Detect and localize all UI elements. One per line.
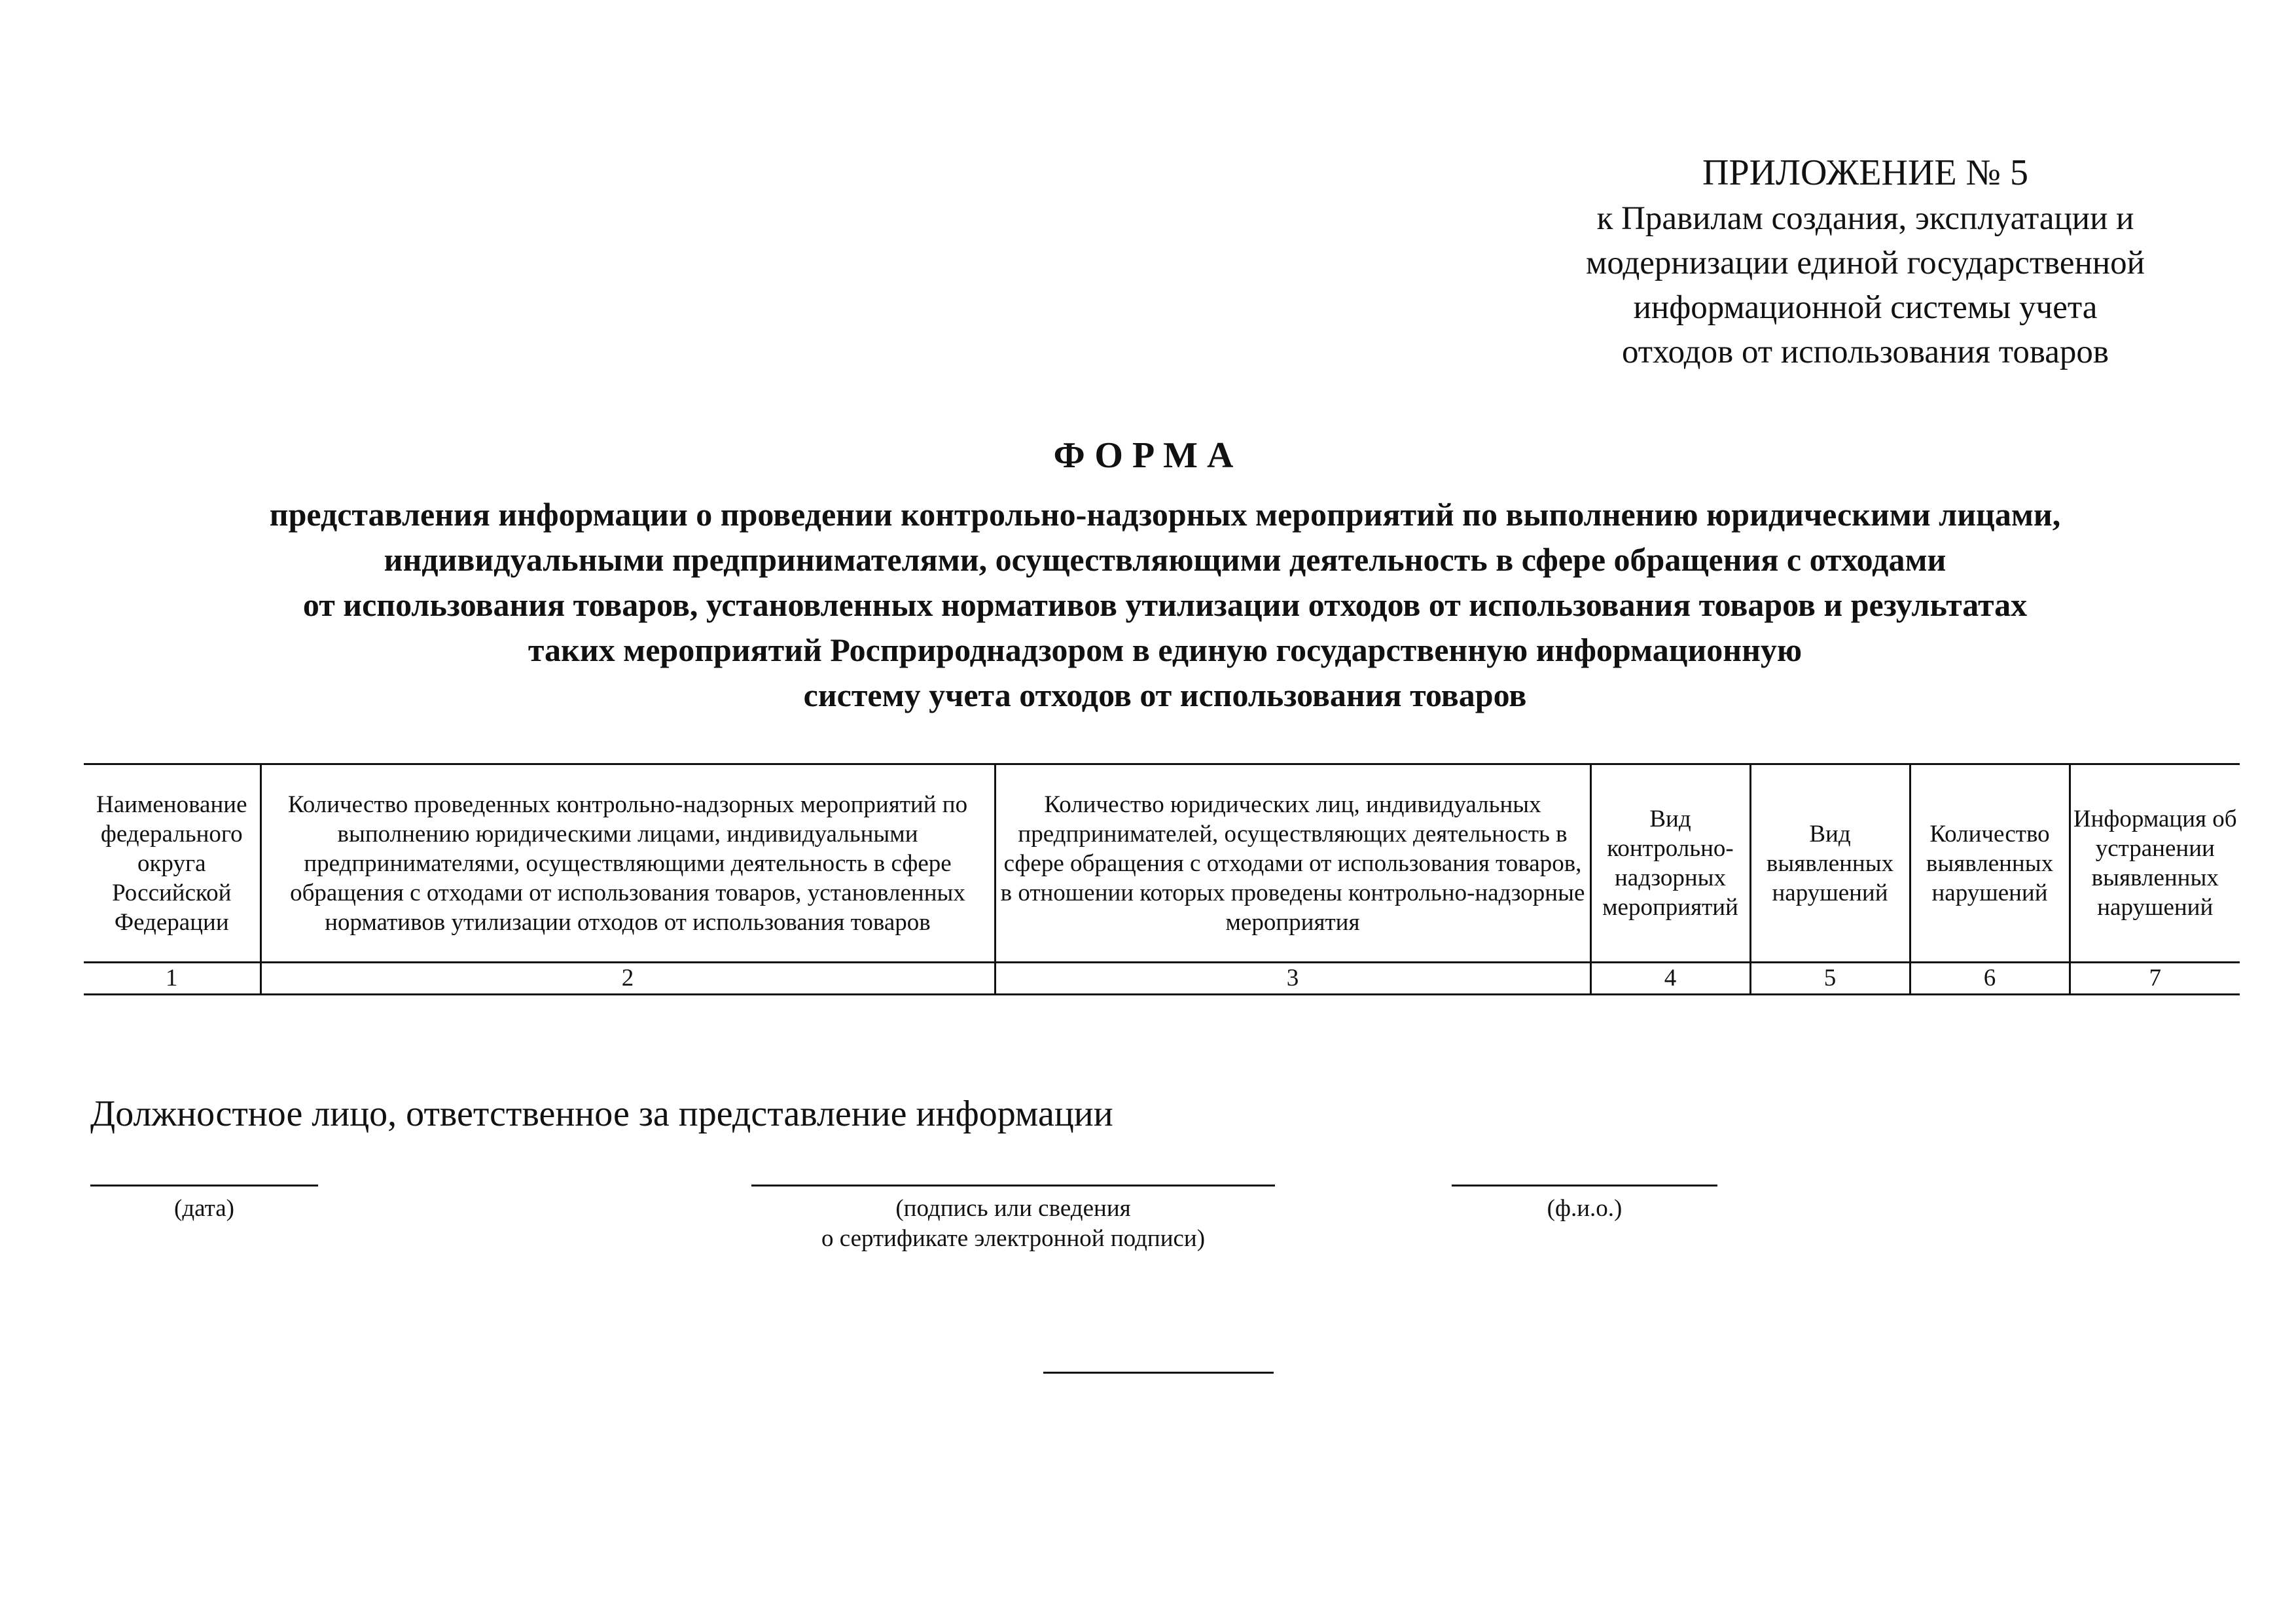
end-divider — [1043, 1372, 1274, 1374]
form-title-line: индивидуальными предпринимателями, осуществляющими деятельность в сфере обращения с отходами — [384, 541, 1946, 578]
appendix-block — [1466, 149, 2265, 374]
appendix-line: к Правилам создания, эксплуатации и — [1596, 200, 2134, 237]
header-federal-district: Наименование федерального округа Российской Федерации — [84, 764, 260, 963]
form-title-line: от использования товаров, установленных нормативов утилизации отходов от использования товаров и результатах — [302, 586, 2028, 623]
name-line — [1452, 1185, 1717, 1186]
signature-label — [686, 1194, 1340, 1254]
signature-line — [751, 1185, 1275, 1186]
header-violations-count: Количество выявленных нарушений — [1910, 764, 2070, 963]
column-number: 3 — [995, 963, 1590, 995]
column-number: 2 — [260, 963, 995, 995]
form-heading: ФОРМА — [1053, 435, 1243, 476]
column-number: 4 — [1590, 963, 1750, 995]
column-number: 6 — [1910, 963, 2070, 995]
header-remediation-info: Информация об устранении выявленных нарушений — [2070, 764, 2240, 963]
form-title-line: систему учета отходов от использования товаров — [803, 677, 1527, 713]
signature-label-line: (подпись или сведения — [895, 1195, 1131, 1222]
official-label: Должностное лицо, ответственное за представление информации — [90, 1094, 1113, 1134]
appendix-line: информационной системы учета — [1633, 289, 2098, 326]
column-number: 7 — [2070, 963, 2240, 995]
table-header-row — [84, 764, 2240, 963]
appendix-line: отходов от использования товаров — [1621, 334, 2109, 370]
form-title-line: представления информации о проведении контрольно-надзорных мероприятий по выполнению юридическими лицами, — [269, 496, 2061, 533]
appendix-title: ПРИЛОЖЕНИЕ № 5 — [1702, 152, 2028, 193]
header-violation-type: Вид выявленных нарушений — [1750, 764, 1910, 963]
date-label: (дата) — [174, 1195, 234, 1222]
header-inspection-type: Вид контрольно-надзорных мероприятий — [1590, 764, 1750, 963]
name-label: (ф.и.о.) — [1547, 1195, 1623, 1222]
form-title-line: таких мероприятий Росприроднадзором в единую государственную информационную — [528, 632, 1803, 668]
form-title — [72, 492, 2258, 718]
appendix-line: модернизации единой государственной — [1586, 245, 2145, 281]
column-number-row — [84, 963, 2240, 995]
column-number: 1 — [84, 963, 260, 995]
signature-label-line: о сертификате электронной подписи) — [821, 1225, 1206, 1252]
report-table — [84, 763, 2240, 995]
header-entities-count: Количество юридических лиц, индивидуальных предпринимателей, осуществляющих деятельность в сфере обращения с отходами от использования товаров, в отношении которых проведены контрольно-надзорные мероприятия — [995, 764, 1590, 963]
header-inspections-count: Количество проведенных контрольно-надзорных мероприятий по выполнению юридическими лицами, индивидуальными предпринимателями, осуществляющими деятельность в сфере обращения с отходами от использования товаров, установленных нормативов утилизации отходов от использования товаров — [260, 764, 995, 963]
date-line — [90, 1185, 318, 1186]
column-number: 5 — [1750, 963, 1910, 995]
